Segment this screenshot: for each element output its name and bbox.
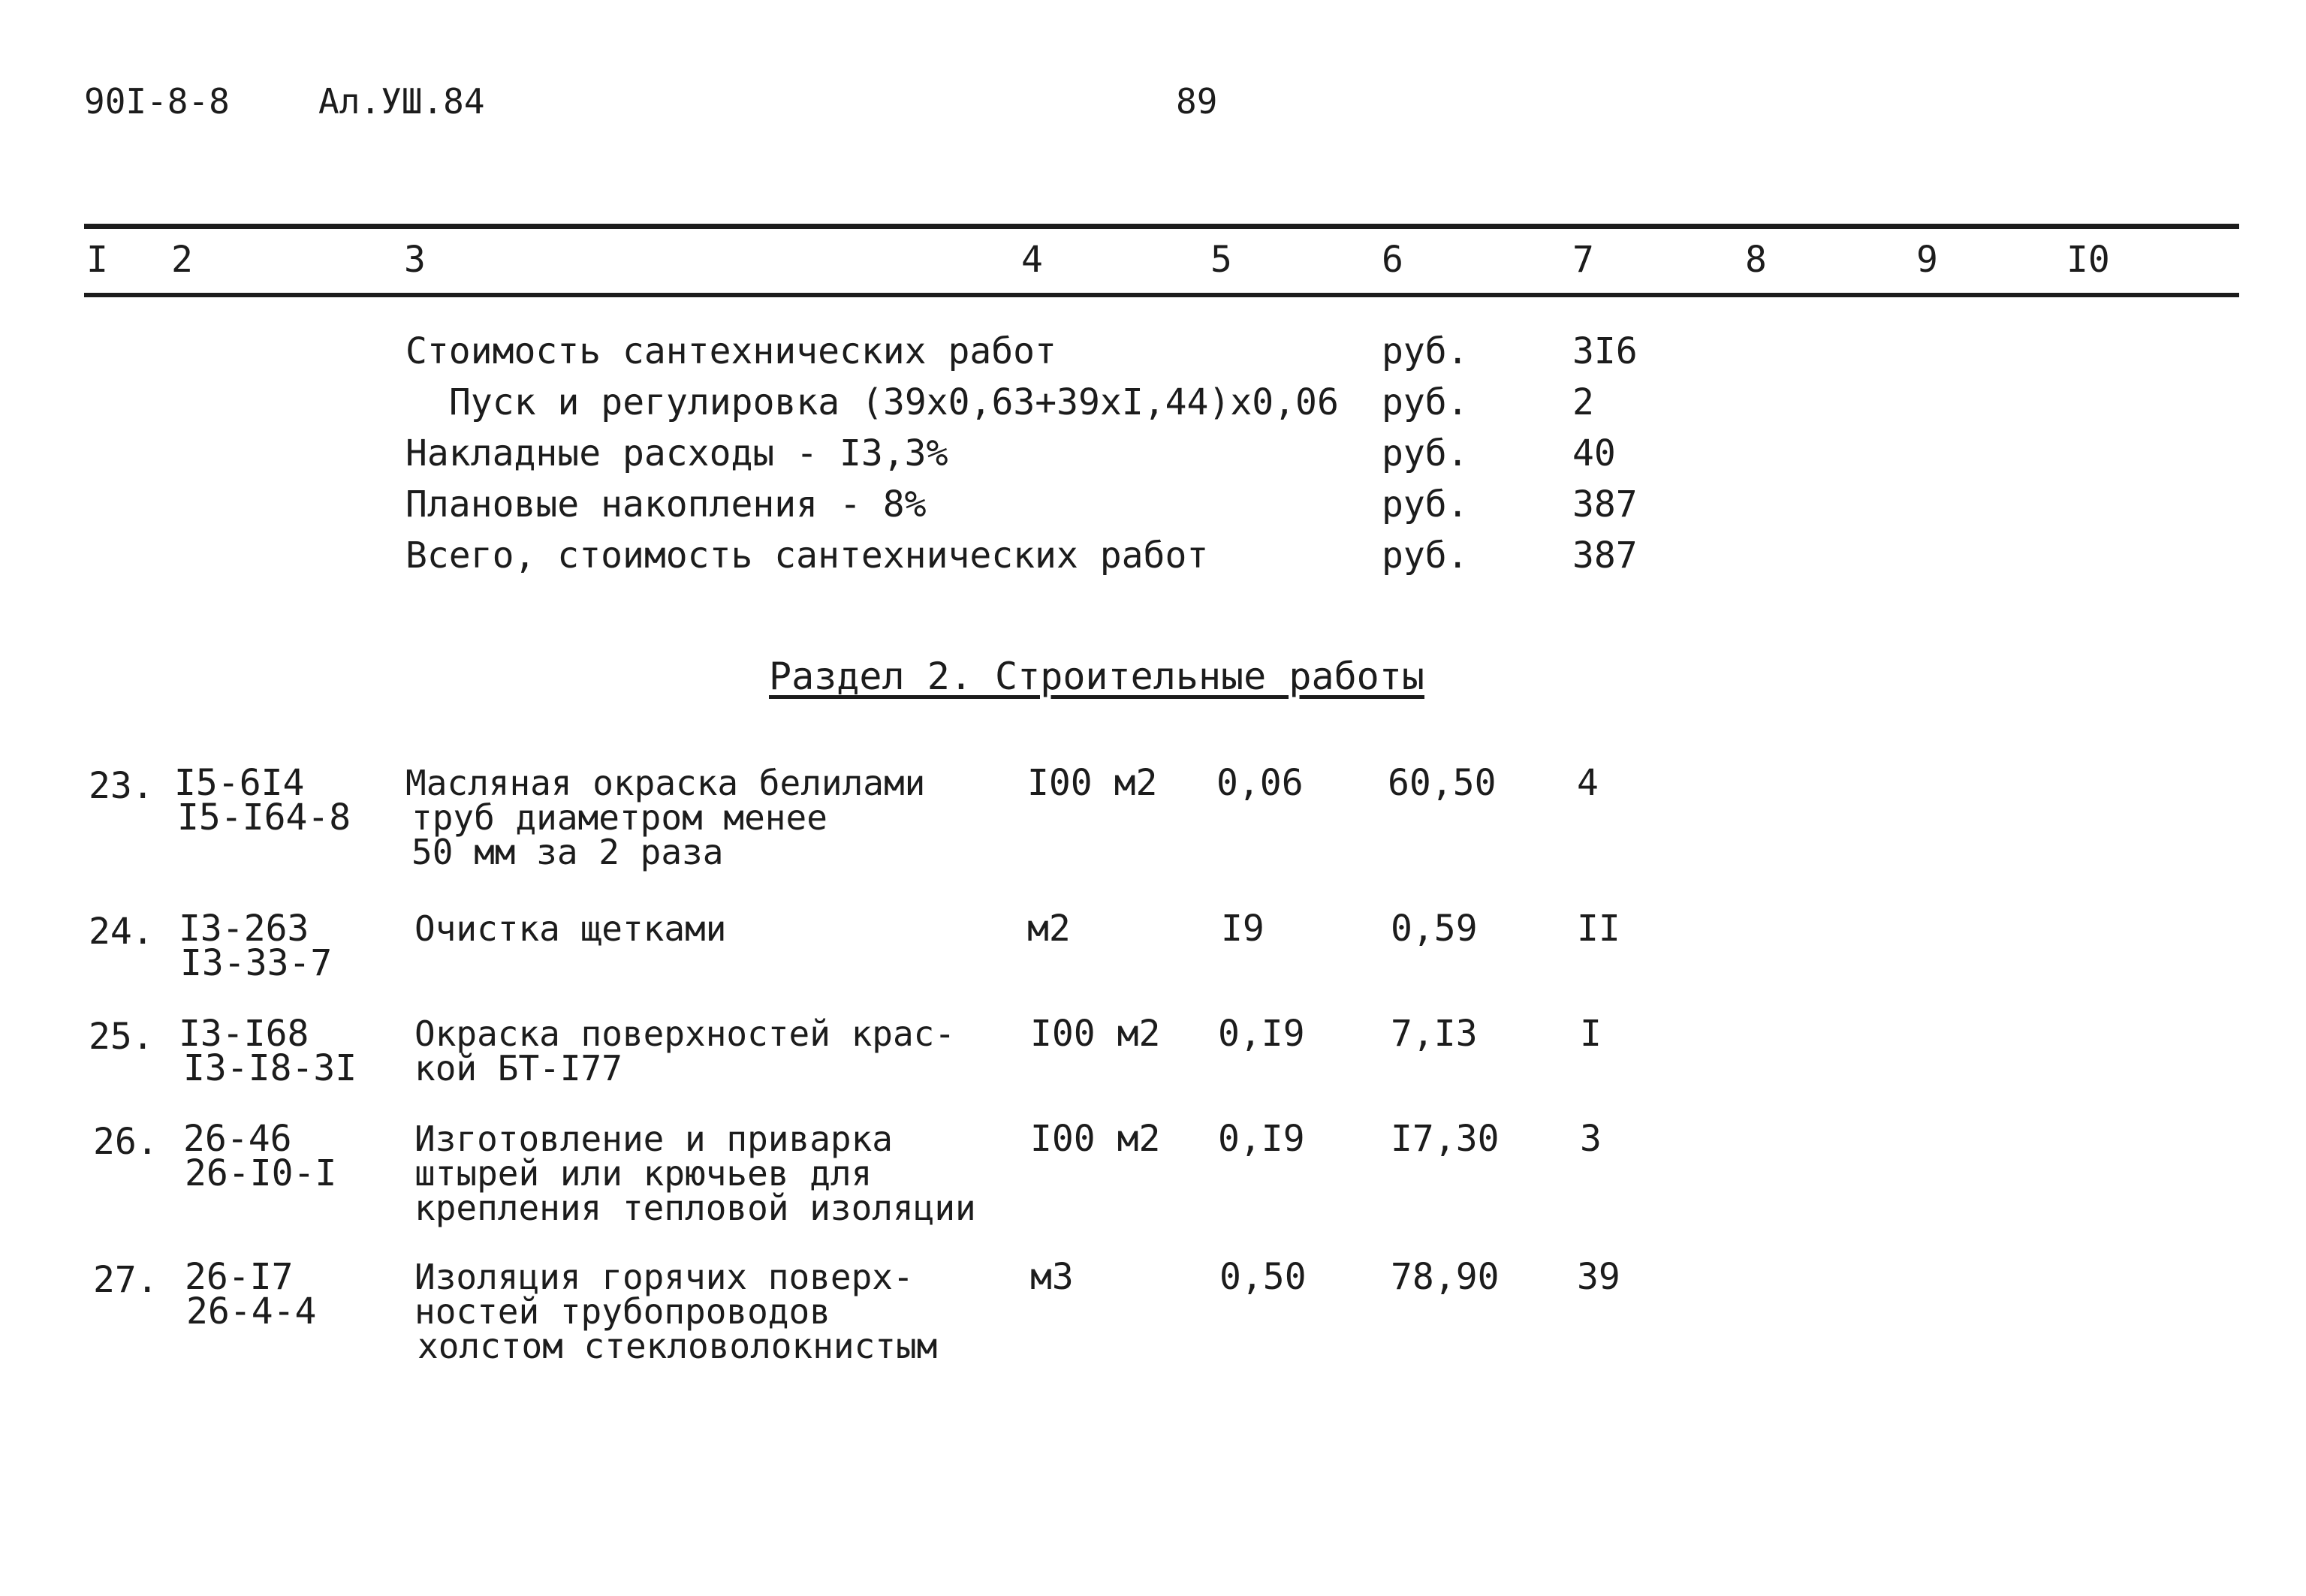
row-code-primary: I3-263: [179, 908, 309, 950]
column-number-10: I0: [2066, 239, 2110, 281]
row-number: 24.: [89, 911, 154, 953]
row-total: II: [1577, 908, 1620, 950]
row-unit-price: 0,59: [1391, 908, 1478, 950]
row-code-secondary: I3-33-7: [180, 942, 333, 984]
row-description-line: штырей или крючьев для: [414, 1153, 873, 1194]
column-number-3: 3: [404, 239, 426, 281]
summary-line-text: Накладные расходы - I3,3%: [405, 432, 948, 474]
row-code-secondary: I5-I64-8: [177, 796, 351, 839]
row-description-line: ностей трубопроводов: [414, 1291, 830, 1332]
row-quantity: I9: [1221, 908, 1265, 950]
summary-line-text: Пуск и регулировка (39x0,63+39xI,44)x0,06: [449, 381, 1339, 423]
summary-line-value: 40: [1572, 432, 1616, 474]
row-code-primary: 26-I7: [185, 1256, 294, 1298]
row-total: 3: [1580, 1118, 1602, 1160]
row-code-primary: I3-I68: [179, 1013, 309, 1055]
row-description-line: 50 мм за 2 раза: [411, 832, 724, 872]
row-unit-price: 60,50: [1388, 762, 1497, 804]
summary-line-value: 387: [1572, 483, 1638, 525]
row-unit: I00 м2: [1030, 1118, 1161, 1160]
column-number-2: 2: [171, 239, 193, 281]
row-unit: м2: [1027, 908, 1071, 950]
summary-line-text: Стоимость сантехнических работ: [405, 330, 1057, 372]
row-description-line: крепления тепловой изоляции: [414, 1188, 976, 1228]
row-number: 23.: [89, 765, 154, 807]
row-code-primary: I5-6I4: [174, 762, 305, 804]
row-description-line: холстом стекловолокнистым: [417, 1326, 938, 1366]
row-unit-price: I7,30: [1391, 1118, 1500, 1160]
row-unit-price: 7,I3: [1391, 1013, 1478, 1055]
row-code-secondary: 26-I0-I: [185, 1152, 337, 1194]
row-quantity: 0,I9: [1218, 1013, 1305, 1055]
row-total: 4: [1577, 762, 1599, 804]
column-number-6: 6: [1382, 239, 1403, 281]
table-top-rule: [84, 224, 2239, 229]
column-number-7: 7: [1572, 239, 1594, 281]
section-title: Раздел 2. Строительные работы: [769, 655, 1424, 698]
row-total: I: [1580, 1013, 1602, 1055]
row-unit: I00 м2: [1027, 762, 1158, 804]
summary-line-value: 3I6: [1572, 330, 1638, 372]
summary-line-unit: руб.: [1382, 330, 1469, 372]
row-number: 26.: [93, 1121, 158, 1163]
row-total: 39: [1577, 1256, 1620, 1298]
column-number-8: 8: [1745, 239, 1767, 281]
row-description-line: Очистка щетками: [414, 908, 727, 949]
column-number-4: 4: [1021, 239, 1043, 281]
row-description-line: Изоляция горячих поверх-: [414, 1257, 914, 1297]
page-number: 89: [1176, 81, 1218, 122]
row-description-line: кой БТ-I77: [414, 1048, 622, 1089]
row-description-line: труб диаметром менее: [411, 797, 827, 838]
summary-line-text: Плановые накопления - 8%: [405, 483, 927, 525]
row-number: 27.: [93, 1259, 158, 1301]
row-unit: I00 м2: [1030, 1013, 1161, 1055]
row-number: 25.: [89, 1016, 154, 1058]
row-description-line: Масляная окраска белилами: [405, 763, 926, 803]
row-code-secondary: I3-I8-3I: [183, 1047, 357, 1089]
summary-line-unit: руб.: [1382, 381, 1469, 423]
row-quantity: 0,50: [1219, 1256, 1307, 1298]
summary-line-text: Всего, стоимость сантехнических работ: [405, 535, 1209, 577]
row-code-secondary: 26-4-4: [186, 1290, 317, 1333]
row-description-line: Изготовление и приварка: [414, 1119, 893, 1159]
summary-line-unit: руб.: [1382, 535, 1469, 577]
album-reference: Ал.УШ.84: [318, 81, 485, 122]
row-quantity: 0,I9: [1218, 1118, 1305, 1160]
summary-line-value: 387: [1572, 535, 1638, 577]
summary-line-unit: руб.: [1382, 483, 1469, 525]
document-code: 90I-8-8: [84, 81, 230, 122]
row-code-primary: 26-46: [183, 1118, 292, 1160]
row-unit-price: 78,90: [1391, 1256, 1500, 1298]
row-description-line: Окраска поверхностей крас-: [414, 1013, 956, 1054]
table-header-bottom-rule: [84, 293, 2239, 297]
summary-line-value: 2: [1572, 381, 1594, 423]
row-unit: м3: [1030, 1256, 1074, 1298]
column-number-1: I: [86, 239, 108, 281]
column-number-5: 5: [1210, 239, 1232, 281]
summary-line-unit: руб.: [1382, 432, 1469, 474]
row-quantity: 0,06: [1216, 762, 1304, 804]
column-number-9: 9: [1916, 239, 1938, 281]
